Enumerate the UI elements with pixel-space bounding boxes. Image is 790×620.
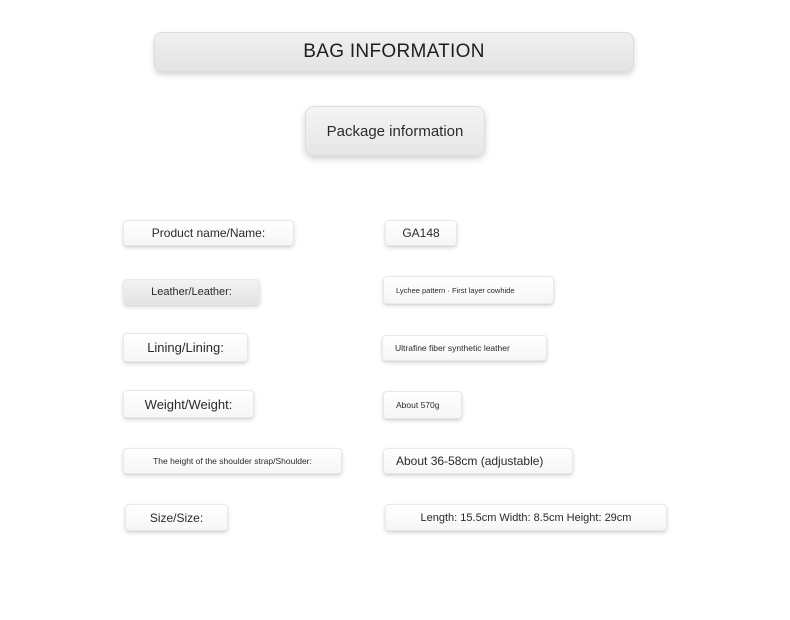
value-shoulder-strap: About 36-58cm (adjustable) (383, 448, 573, 474)
label-leather: Leather/Leather: (123, 279, 260, 305)
section-title: Package information (305, 106, 485, 156)
label-product-name: Product name/Name: (123, 220, 294, 246)
label-size: Size/Size: (125, 504, 228, 531)
label-lining: Lining/Lining: (123, 333, 248, 362)
value-lining: Ultrafine fiber synthetic leather (382, 335, 547, 361)
value-size: Length: 15.5cm Width: 8.5cm Height: 29cm (385, 504, 667, 531)
page-title: BAG INFORMATION (154, 32, 634, 72)
label-weight: Weight/Weight: (123, 390, 254, 418)
label-shoulder-strap: The height of the shoulder strap/Shoulder: (123, 448, 342, 474)
value-product-name: GA148 (385, 220, 457, 246)
value-weight: About 570g (383, 391, 462, 419)
value-leather: Lychee pattern · First layer cowhide (383, 276, 554, 304)
